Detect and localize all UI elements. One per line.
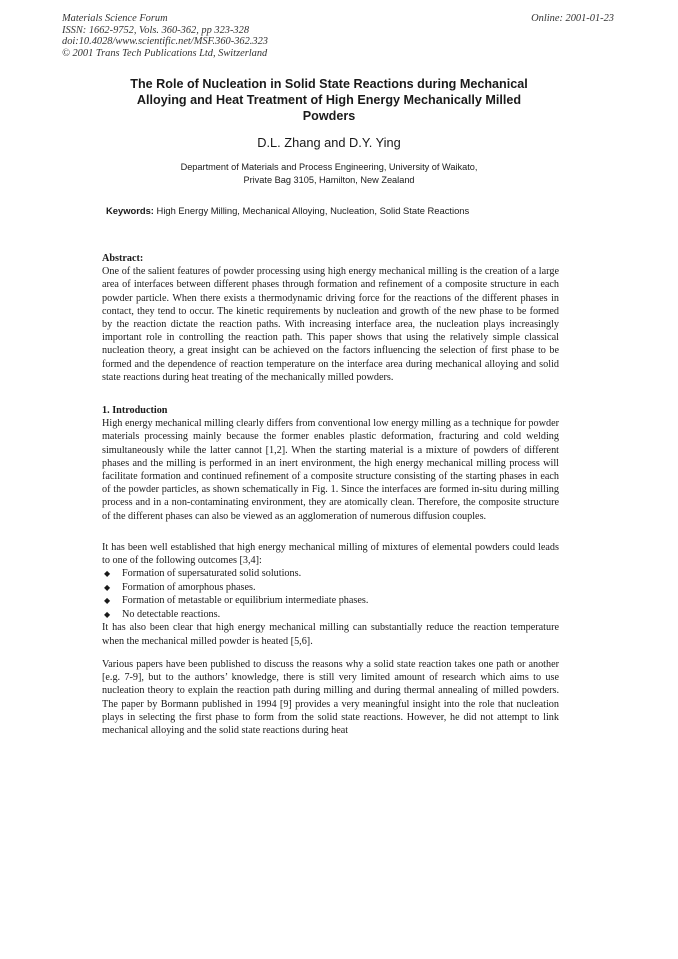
keywords-line [106,205,469,216]
introduction-section [102,404,559,523]
abstract-text: One of the salient features of powder processing using high energy mechanical milling is the creation of a large area of interfaces between different phases through formation and refinement of a composite structure in each powder particle. When there exists a thermodynamic driving force for the reactions of the different phases in contact, they tend to occur. The kinetic requirements by nucleation and growth of the new phase to be formed by the reaction dictate the reaction paths. With increasing interface area, the nucleation plays increasingly important role in controlling the reaction path. This paper shows that using the relatively simple classical nucleation theory, a great insight can be achieved on the factors influencing the selection of first phase to be formed and the dependence of reaction temperature on the interface area during mechanical alloying and solid state reactions during heat treating of the mechanically milled powders. [102,266,559,383]
doi-line: doi:10.4028/www.scientific.net/MSF.360-362.323 [62,36,268,48]
issn-line: ISSN: 1662-9752, Vols. 360-362, pp 323-328 [62,24,250,36]
outcome-text: No detectable reactions. [122,608,221,620]
diamond-bullet-icon: ◆ [104,596,111,606]
diamond-bullet-icon: ◆ [104,569,111,579]
outcomes-section [102,541,559,648]
online-date: Online: 2001-01-23 [531,13,614,24]
author-affiliation [140,161,518,186]
outcome-text: Formation of amorphous phases. [122,581,256,593]
intro-paragraph-1: High energy mechanical milling clearly differs from conventional low energy milling as a technique for powder materials processing mainly because the former enables plastic deformation, fracturing and cold welding simultaneously while the latter cannot [1,2]. When the starting material is a mixture of powders of different phases and the milling is performed in an inert environment, the high energy mechanical milling process will facilitate formation and continued refinement of a composite structure consisting of the starting phases in each of the powder particles, as shown schematically in Fig. 1. Since the interfaces are formed in-situ during milling process and in a non-contaminating environment, they are atomically clean. Therefore, the composite structure of the different phases can also be viewed as an agglomeration of numerous diffusion couples. [102,418,559,522]
list-item [102,594,559,608]
diamond-bullet-icon: ◆ [104,582,111,592]
outcome-text: Formation of supersaturated solid solutions. [122,568,302,580]
abstract-section [102,252,559,384]
affiliation-line: Private Bag 3105, Hamilton, New Zealand [243,174,415,185]
intro-paragraph-4: Various papers have been published to discuss the reasons why a solid state reaction takes one path or another [e.g. 7-9], but to the authors’ knowledge, there is still very limited amount of research which aims to use nucleation theory to explain the reaction path during milling and during thermal annealing of milled powders. The paper by Bormann published in 1994 [9] provides a very meaningful insight into the role that nucleation plays in selecting the first phase to form from the solid state reactions. However, he did not attempt to link mechanical alloying and the solid state reactions during heat [102,659,559,737]
paper-authors: D.L. Zhang and D.Y. Ying [257,135,401,150]
list-item [102,567,559,581]
outcomes-list [102,567,559,621]
outcome-text: Formation of metastable or equilibrium intermediate phases. [122,595,369,607]
abstract-heading: Abstract: [102,253,144,264]
paper-title: The Role of Nucleation in Solid State Reactions during Mechanical Alloying and Heat Treatment of High Energy Mechanically Milled Powders [130,77,528,123]
list-item [102,608,559,622]
list-item [102,581,559,595]
journal-citation [62,13,268,59]
intro-paragraph-3: It has also been clear that high energy mechanical milling can substantially reduce the reaction temperature when the mechanical milled powder is heated [5,6]. [102,622,559,647]
introduction-heading: 1. Introduction [102,405,168,416]
affiliation-line: Department of Materials and Process Engineering, University of Waikato, [180,162,478,172]
keywords-label: Keywords: [106,205,154,216]
keywords-list: High Energy Milling, Mechanical Alloying, Nucleation, Solid State Reactions [156,205,470,216]
copyright-line: © 2001 Trans Tech Publications Ltd, Switzerland [62,47,268,59]
intro-paragraph-2: It has been well established that high energy mechanical milling of mixtures of elemental powders could leads to one of the following outcomes [3,4]: [102,542,559,567]
background-section [102,658,559,737]
diamond-bullet-icon: ◆ [104,609,111,619]
journal-name: Materials Science Forum [62,13,168,24]
